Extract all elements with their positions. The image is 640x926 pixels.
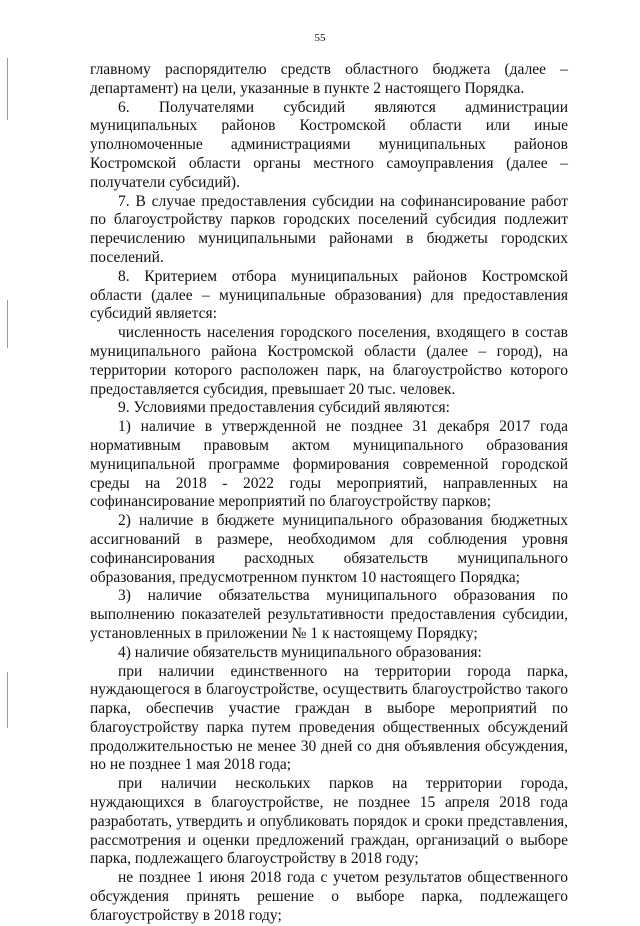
paragraph-continuation: главному распорядителю средств областного бюджета (далее – департамент) на цели, указанные в пункте 2 настоящего Порядка. xyxy=(90,61,568,97)
paragraph-condition-2: 2) наличие в бюджете муниципального образования бюджетных ассигнований в размере, необходимом для соблюдения уровня софинансирования расходных обязательств муниципального образования, предусмотренном пунктом 10 настоящего Порядка; xyxy=(90,512,568,586)
paragraph-multiple-parks: при наличии нескольких парков на территории города, нуждающихся в благоустройстве, не позднее 15 апреля 2018 года разработать, утвердить и опубликовать порядок и сроки представления, рассмотрения и оценки предложений граждан, организаций о выборе парка, подлежащего благоустройству в 2018 году; xyxy=(90,775,568,868)
page-number: 55 xyxy=(314,32,326,44)
paragraph-item-6: 6. Получателями субсидий являются администрации муниципальных районов Костромской области или иные уполномоченные администрациями муниципальных районов Костромской области органы местного самоуправления (далее – получатели субсидий). xyxy=(90,98,568,191)
paragraph-item-8: 8. Критерием отбора муниципальных районов Костромской области (далее – муниципальные образования) для предоставления субсидий является: xyxy=(90,267,568,323)
paragraph-item-7: 7. В случае предоставления субсидии на софинансирование работ по благоустройству парков городских поселений субсидия подлежит перечислению муниципальными районами в бюджеты городских поселений. xyxy=(90,192,568,266)
paragraph-decision-deadline: не позднее 1 июня 2018 года с учетом результатов общественного обсуждения принять решение о выборе парка, подлежащего благоустройству в 2018 году; xyxy=(90,869,568,924)
paragraph-condition-4: 4) наличие обязательств муниципального образования: xyxy=(118,643,482,661)
paragraph-single-park: при наличии единственного на территории города парка, нуждающегося в благоустройстве, осуществить благоустройство такого парка, обеспечив участие граждан в выборе мероприятий по благоустройству парка путем проведения общественных обсуждений продолжительностью не менее 30 дней со дня объявления обсуждения, но не позднее 1 мая 2018 года; xyxy=(90,662,568,774)
document-body xyxy=(90,61,568,926)
paragraph-item-9: 9. Условиями предоставления субсидий являются: xyxy=(118,399,450,417)
paragraph-condition-3: 3) наличие обязательства муниципального образования по выполнению показателей результативности предоставления субсидии, установленных в приложении № 1 к настоящему Порядку; xyxy=(90,587,568,642)
margin-scan-mark xyxy=(7,672,8,728)
paragraph-condition-1: 1) наличие в утвержденной не позднее 31 декабря 2017 года нормативным правовым актом муниципального образования муниципальной программе формирования современной городской среды на 2018 - 2022 годы мероприятий, направленных на софинансирование мероприятий по благоустройству парков; xyxy=(90,418,568,511)
margin-scan-mark xyxy=(7,300,8,348)
margin-scan-mark xyxy=(7,58,8,120)
paragraph-criterion: численность населения городского поселения, входящего в состав муниципального района Костромской области (далее – город), на территории которого расположен парк, на благоустройство которого предоставляется субсидия, превышает 20 тыс. человек. xyxy=(90,324,568,398)
